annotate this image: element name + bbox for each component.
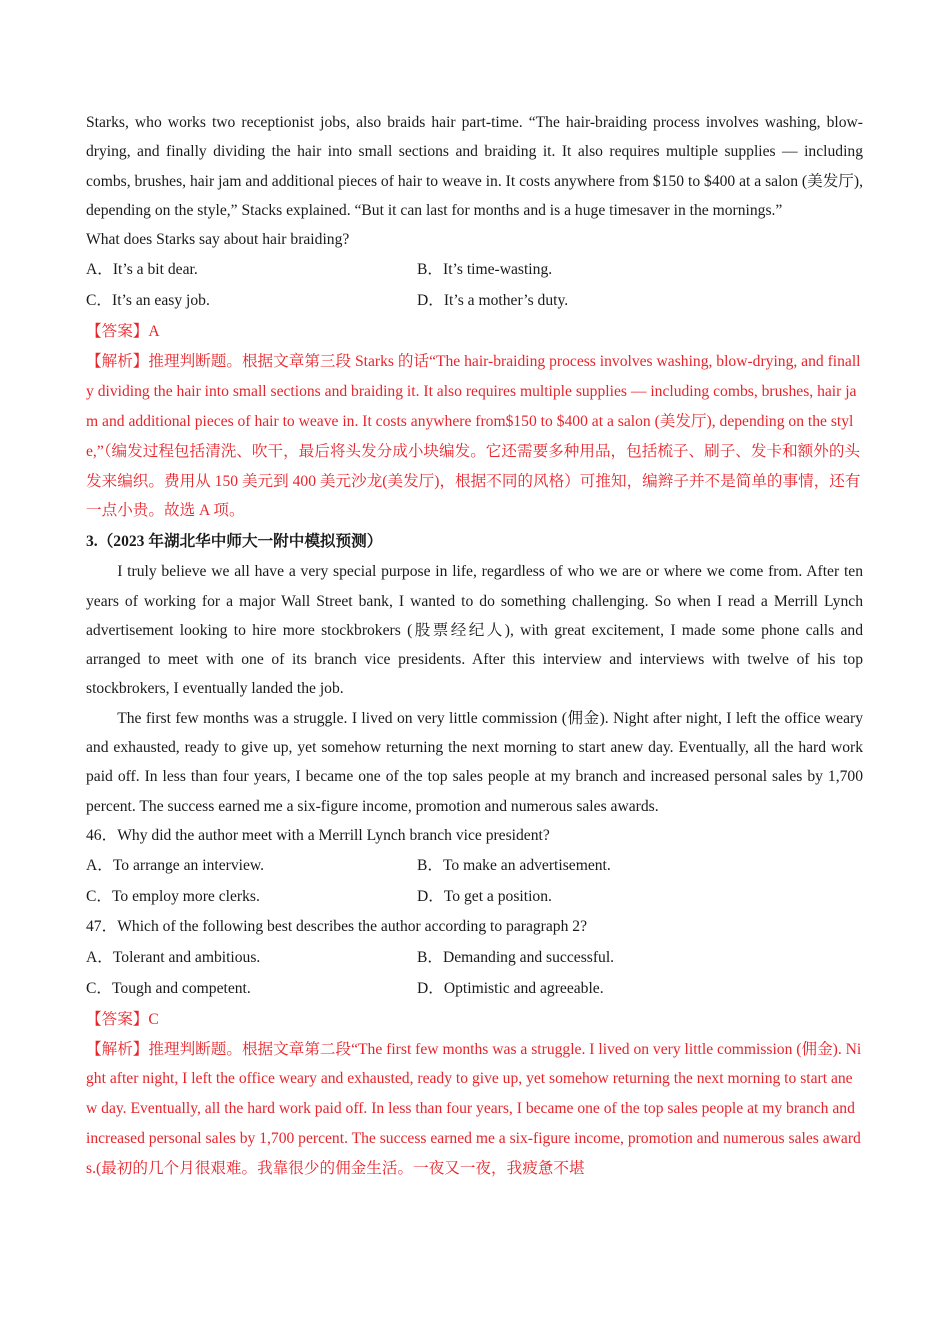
document-page [86, 108, 863, 1184]
question-text: What does Starks say about hair braiding? [86, 231, 350, 249]
analysis-text: 【解析】推理判断题。根据文章第三段 Starks 的话“The hair-braiding process involves washing, blow-drying, and finally dividing the hair into small sections and braiding it. It also requires multiple supplies — including combs, brushes, hair jam and additional pieces of hair to weave in. It costs anywhere from$150 to $400 at a salon (美发厅), depending on the style,”（编发过程包括清洗、吹干，最后将头发分成小块编发。它还需要多种用品，包括梳子、刷子、发卡和额外的头发来编织。费用从 150 美元到 400 美元沙龙(美发厅)，根据不同的风格）可推知，编辫子并不是简单的事情，还有一点小贵。故选 A 项。 [86, 353, 861, 520]
option-d: D．Optimistic and agreeable. [417, 979, 604, 997]
option-c: C．It’s an easy job. [86, 292, 210, 310]
question-text: 46．Why did the author meet with a Merrill Lynch branch vice president? [86, 826, 550, 844]
option-b: B．To make an advertisement. [417, 857, 611, 875]
analysis-text: 【解析】推理判断题。根据文章第二段“The first few months was a struggle. I lived on very little commission (佣金). Night after night, I left the office weary and exhausted, ready to give up, yet somehow returning the next morning to start anew day. Eventually, all the hard work paid off. In less than four years, I became one of the top sales people at my branch and increased personal sales by 1,700 percent. The success earned me a six-figure income, promotion and numerous sales awards.(最初的几个月很艰难。我靠很少的佣金生活。一夜又一夜，我疲惫不堪 [86, 1040, 862, 1177]
passage-paragraph: I truly believe we all have a very special purpose in life, regardless of who we are or where we come from. After ten years of working for a major Wall Street bank, I wanted to do something challenging. So when I read a Merrill Lynch advertisement looking to hire more stockbrokers (股票经纪人), with great excitement, I made some phone calls and arranged to meet with one of its branch vice presidents. After this interview and interviews with twelve of his top stockbrokers, I eventually landed the job. [86, 563, 863, 698]
option-c: C．To employ more clerks. [86, 888, 260, 906]
options-grid [86, 850, 863, 912]
option-c: C．Tough and competent. [86, 979, 251, 997]
option-a: A．Tolerant and ambitious. [86, 948, 261, 966]
option-d: D．It’s a mother’s duty. [417, 292, 569, 310]
option-d: D．To get a position. [417, 888, 552, 906]
option-a: A．It’s a bit dear. [86, 261, 198, 279]
section-heading: 3.（2023 年湖北华中师大一附中模拟预测） [86, 533, 383, 551]
answer-label: 【答案】C [86, 1010, 159, 1028]
option-b: B．It’s time-wasting. [417, 261, 553, 279]
passage-paragraph: The first few months was a struggle. I lived on very little commission (佣金). Night after night, I left the office weary and exhausted, ready to give up, yet somehow returning the next morning to start anew day. Eventually, all the hard work paid off. In less than four years, I became one of the top sales people at my branch and increased personal sales by 1,700 percent. The success earned me a six-figure income, promotion and numerous sales awards. [86, 709, 863, 815]
option-a: A．To arrange an interview. [86, 857, 265, 875]
option-b: B．Demanding and successful. [417, 948, 615, 966]
options-grid [86, 254, 863, 316]
answer-label: 【答案】A [86, 323, 160, 341]
options-grid [86, 942, 863, 1004]
question-text: 47．Which of the following best describes the author according to paragraph 2? [86, 918, 588, 936]
passage-paragraph: Starks, who works two receptionist jobs, also braids hair part-time. “The hair-braiding process involves washing, blow-drying, and finally dividing the hair into small sections and braiding it. It also requires multiple supplies — including combs, brushes, hair jam and additional pieces of hair to weave in. It costs anywhere from $150 to $400 at a salon (美发厅), depending on the style,” Stacks explained. “But it can last for months and is a huge timesaver in the mornings.” [86, 114, 863, 219]
